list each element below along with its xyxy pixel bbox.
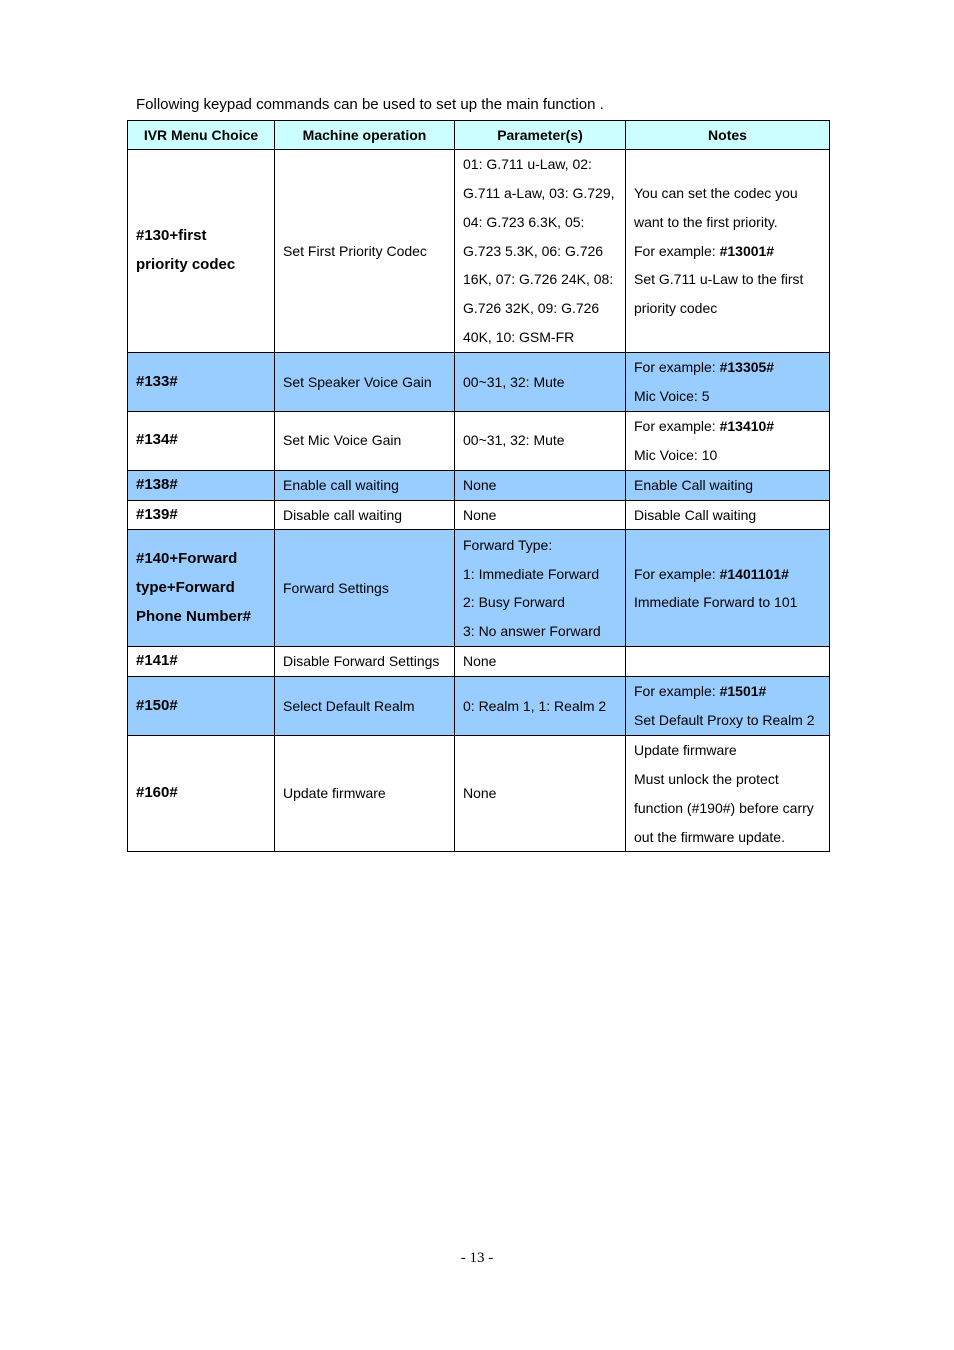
example-code: #1501# bbox=[719, 683, 767, 700]
cell-machine-operation: Enable call waiting bbox=[275, 470, 455, 500]
cell-machine-operation: Forward Settings bbox=[275, 530, 455, 647]
cell-machine-operation: Set Mic Voice Gain bbox=[275, 412, 455, 471]
cell-notes: You can set the codec you want to the first priority. For example: #13001# Set G.711 u-Law to the first priority codec bbox=[626, 150, 830, 353]
cell-machine-operation: Select Default Realm bbox=[275, 677, 455, 736]
table-row bbox=[128, 353, 830, 412]
cell-notes: For example: #13410# Mic Voice: 10 bbox=[626, 412, 830, 471]
example-code: #13305# bbox=[719, 359, 775, 376]
cell-machine-operation: Set First Priority Codec bbox=[275, 150, 455, 353]
example-code: #13410# bbox=[719, 418, 775, 434]
table-header-row bbox=[128, 121, 830, 150]
header-ivr-menu-choice: IVR Menu Choice bbox=[128, 121, 275, 150]
page-number: - 13 - bbox=[460, 1250, 494, 1266]
cell-menu-choice: #140+Forward type+Forward Phone Number# bbox=[128, 530, 275, 647]
cell-parameters: Forward Type: 1: Immediate Forward 2: Busy Forward 3: No answer Forward bbox=[455, 530, 626, 647]
header-parameters: Parameter(s) bbox=[455, 121, 626, 150]
cell-notes: For example: #1401101# Immediate Forward to 101 bbox=[626, 530, 830, 647]
cell-parameters: None bbox=[455, 500, 626, 530]
cell-parameters: 0: Realm 1, 1: Realm 2 bbox=[455, 677, 626, 736]
cell-menu-choice: #130+first priority codec bbox=[128, 150, 275, 353]
cell-notes: For example: #13305# Mic Voice: 5 bbox=[626, 353, 830, 412]
table-row bbox=[128, 736, 830, 852]
ivr-command-table bbox=[127, 120, 830, 852]
cell-machine-operation: Update firmware bbox=[275, 736, 455, 852]
cell-notes: Disable Call waiting bbox=[626, 500, 830, 530]
example-code: #13001# bbox=[719, 242, 775, 259]
cell-menu-choice: #150# bbox=[128, 677, 275, 736]
cell-notes: Update firmware Must unlock the protect function (#190#) before carry out the firmware update. bbox=[626, 736, 830, 852]
cell-notes: For example: #1501# Set Default Proxy to Realm 2 bbox=[626, 677, 830, 736]
cell-parameters: None bbox=[455, 736, 626, 852]
cell-machine-operation: Set Speaker Voice Gain bbox=[275, 353, 455, 412]
table-row bbox=[128, 470, 830, 500]
cell-parameters: None bbox=[455, 470, 626, 500]
table-row bbox=[128, 530, 830, 647]
header-notes: Notes bbox=[626, 121, 830, 150]
table-row bbox=[128, 647, 830, 677]
table-row bbox=[128, 150, 830, 353]
table-row bbox=[128, 500, 830, 530]
cell-menu-choice: #139# bbox=[128, 500, 275, 530]
header-machine-operation: Machine operation bbox=[275, 121, 455, 150]
intro-text: Following keypad commands can be used to set up the main function . bbox=[136, 96, 604, 113]
cell-parameters: 01: G.711 u-Law, 02: G.711 a-Law, 03: G.729, 04: G.723 6.3K, 05: G.723 5.3K, 06: G.726 16K, 07: G.726 24K, 08: G.726 32K, 09: G.726 40K, 10: GSM-FR bbox=[455, 150, 626, 353]
cell-parameters: None bbox=[455, 647, 626, 677]
cell-menu-choice: #134# bbox=[128, 412, 275, 471]
cell-parameters: 00~31, 32: Mute bbox=[455, 412, 626, 471]
cell-menu-choice: #141# bbox=[128, 647, 275, 677]
cell-notes: Enable Call waiting bbox=[626, 470, 830, 500]
cell-machine-operation: Disable call waiting bbox=[275, 500, 455, 530]
cell-menu-choice: #133# bbox=[128, 353, 275, 412]
table-row bbox=[128, 677, 830, 736]
cell-machine-operation: Disable Forward Settings bbox=[275, 647, 455, 677]
table-row bbox=[128, 412, 830, 471]
cell-menu-choice: #138# bbox=[128, 470, 275, 500]
cell-menu-choice: #160# bbox=[128, 736, 275, 852]
cell-notes bbox=[626, 647, 830, 677]
example-code: #1401101# bbox=[719, 565, 789, 582]
cell-parameters: 00~31, 32: Mute bbox=[455, 353, 626, 412]
